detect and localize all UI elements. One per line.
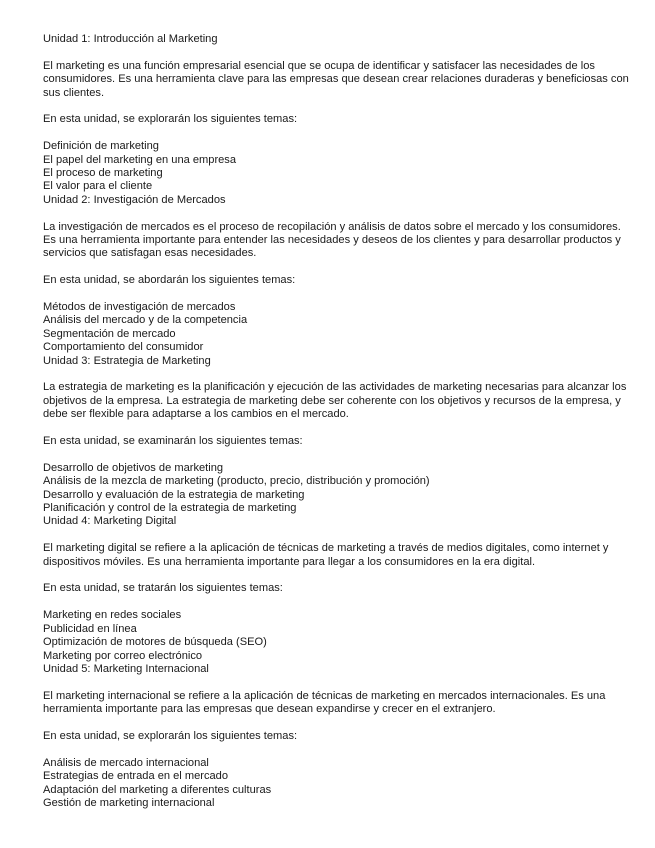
document-page	[43, 33, 629, 824]
text-line: En esta unidad, se explorarán los siguientes temas:	[43, 729, 298, 742]
text-line: La investigación de mercados es el proceso de recopilación y análisis de datos sobre el mercado y los consumidores.	[43, 220, 621, 233]
heading-line: Unidad 1: Introducción al Marketing	[43, 33, 218, 45]
paragraph-2	[43, 220, 621, 261]
unit-2-heading: Unidad 2: Investigación de Mercados	[43, 193, 226, 206]
text-line: debe ser flexible para adaptarse a los cambios en el mercado.	[43, 408, 349, 421]
intro-1	[43, 113, 615, 126]
text-line: En esta unidad, se tratarán los siguientes temas:	[43, 582, 283, 595]
topic-list-5	[43, 757, 615, 811]
list-item: Estrategias de entrada en el mercado	[43, 770, 229, 783]
topic-list-2	[43, 301, 615, 368]
list-item: Publicidad en línea	[43, 622, 137, 635]
text-line: La estrategia de marketing es la planificación y ejecución de las actividades de marketing necesarias para alcanzar los	[43, 381, 627, 394]
unit-5-heading: Unidad 5: Marketing Internacional	[43, 662, 209, 675]
text-line: En esta unidad, se abordarán los siguientes temas:	[43, 274, 296, 287]
list-item: Análisis de mercado internacional	[43, 756, 209, 769]
list-item: Análisis del mercado y de la competencia	[43, 314, 248, 327]
list-item: Métodos de investigación de mercados	[43, 301, 236, 314]
intro-5	[43, 730, 615, 743]
list-item: Planificación y control de la estrategia de marketing	[43, 502, 297, 515]
list-item: El proceso de marketing	[43, 167, 163, 180]
topic-list-3	[43, 462, 615, 529]
list-item: Comportamiento del consumidor	[43, 341, 204, 354]
list-item: El papel del marketing en una empresa	[43, 153, 237, 166]
text-line: En esta unidad, se explorarán los siguientes temas:	[43, 113, 298, 126]
unit-3-heading: Unidad 3: Estrategia de Marketing	[43, 354, 211, 367]
topic-list-1	[43, 140, 615, 207]
text-line: objetivos de la empresa. La estrategia de marketing debe ser coherente con los objetivos y recursos de la empresa, y	[43, 394, 621, 407]
paragraph-3	[43, 381, 627, 421]
list-item: Gestión de marketing internacional	[43, 796, 215, 809]
intro-4	[43, 582, 615, 595]
unit-4-heading: Unidad 4: Marketing Digital	[43, 515, 177, 528]
list-item: El valor para el cliente	[43, 180, 153, 193]
list-item: Optimización de motores de búsqueda (SEO)	[43, 636, 267, 649]
unit-1-heading	[43, 33, 615, 46]
text-line: El marketing es una función empresarial esencial que se ocupa de identificar y satisfacer las necesidades de los	[43, 59, 595, 72]
text-line: Es una herramienta importante para entender las necesidades y deseos de los clientes y para desarrollar productos y	[43, 234, 621, 247]
topic-list-4	[43, 609, 615, 676]
text-line: consumidores. Es una herramienta clave para las empresas que desean crear relaciones duraderas y beneficiosas con	[43, 73, 629, 86]
list-item: Definición de marketing	[43, 140, 159, 153]
intro-3	[43, 435, 615, 448]
text-line: servicios que satisfagan esas necesidades.	[43, 247, 257, 260]
list-item: Adaptación del marketing a diferentes culturas	[43, 783, 272, 796]
text-line: dispositivos móviles. Es una herramienta importante para llegar a los consumidores en la era digital.	[43, 555, 536, 568]
text-line: herramienta importante para las empresas que desean expandirse y crecer en el extranjero.	[43, 703, 496, 716]
intro-2	[43, 274, 615, 287]
text-line: El marketing digital se refiere a la aplicación de técnicas de marketing a través de medios digitales, como internet y	[43, 542, 609, 555]
paragraph-4	[43, 542, 615, 569]
text-line: En esta unidad, se examinarán los siguientes temas:	[43, 435, 303, 448]
paragraph-1	[43, 59, 629, 100]
list-item: Análisis de la mezcla de marketing (producto, precio, distribución y promoción)	[43, 475, 430, 488]
list-item: Desarrollo y evaluación de la estrategia de marketing	[43, 488, 305, 501]
text-line: sus clientes.	[43, 86, 105, 99]
list-item: Desarrollo de objetivos de marketing	[43, 461, 224, 474]
list-item: Marketing en redes sociales	[43, 609, 182, 622]
list-item: Segmentación de mercado	[43, 327, 176, 340]
paragraph-5	[43, 690, 615, 717]
text-line: El marketing internacional se refiere a la aplicación de técnicas de marketing en mercados internacionales. Es una	[43, 689, 606, 702]
list-item: Marketing por correo electrónico	[43, 649, 203, 662]
